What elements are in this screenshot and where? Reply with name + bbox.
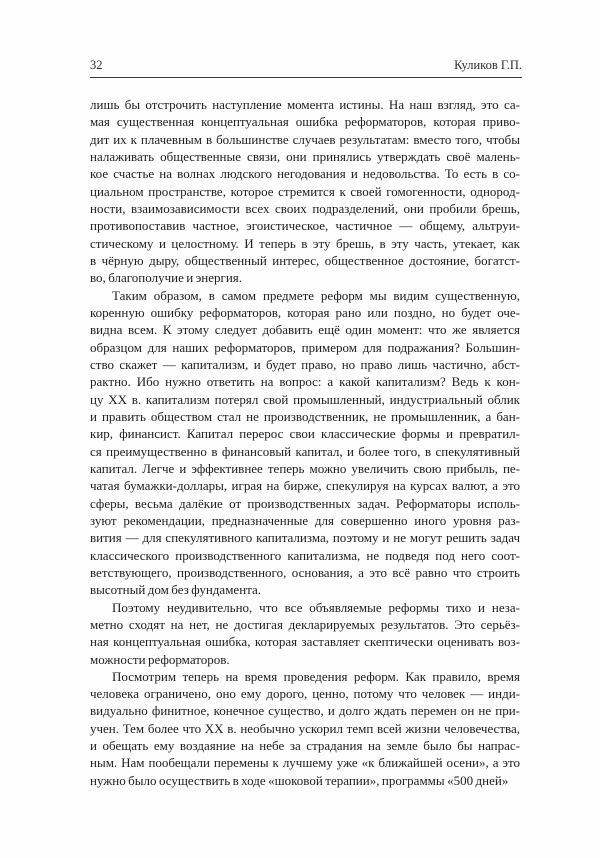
text-line: зуют рекомендации, предназначенные для совершенно иного уровня раз- xyxy=(90,512,520,528)
text-line: и править обществом стал не производственник, не промышленник, а бан- xyxy=(90,408,520,424)
page-number: 32 xyxy=(90,58,103,72)
text-line: видуально финитное, конечное существо, и долго ждать перемен он не при- xyxy=(90,703,520,719)
text-line: ная концептуальная ошибка, которая заставляет скептически оценивать воз- xyxy=(90,634,520,650)
page-body-text xyxy=(90,96,520,789)
text-line: высотный дом без фундамента. xyxy=(90,582,262,598)
text-line: видна всем. К этому следует добавить ещё один момент: что же является xyxy=(90,322,520,338)
text-line: Поэтому неудивительно, что все объявляемые реформы тихо и неза- xyxy=(112,599,520,615)
paragraph xyxy=(90,287,520,599)
text-line: противопоставив частное, эгоистическое, частичное — общему, альтруи- xyxy=(90,218,520,234)
text-line: ство скажет — капитализм, и будет право, но право лишь частично, абст- xyxy=(90,356,520,372)
text-line: дит их к плачевным в большинстве случаев результатам: вместо того, чтобы xyxy=(90,131,520,147)
text-line: нужно было осуществить в ходе «шоковой терапии», программы «500 дней» xyxy=(90,772,509,788)
running-head-author: Куликов Г.П. xyxy=(454,58,522,72)
text-line: в чёрную дыру, общественный интерес, общественное достояние, богатст- xyxy=(90,252,520,268)
paragraph xyxy=(90,96,520,287)
text-line: можности реформаторов. xyxy=(90,651,230,667)
text-line: коренную ошибку реформаторов, которая рано или поздно, но будет оче- xyxy=(90,304,520,320)
text-line: чатая бумажки-доллары, играя на бирже, спекулируя на курсах валют, а это xyxy=(90,478,520,494)
text-line: и обещать ему воздаяние на небе за страдания на земле было бы напрас- xyxy=(90,738,520,754)
text-line: мая существенная концептуальная ошибка реформаторов, которая приво- xyxy=(90,114,520,130)
text-line: образцом для наших реформаторов, примером для подражания? Большин- xyxy=(90,339,520,355)
text-line: цу XX в. капитализм потерял свой промышленный, индустриальный облик xyxy=(90,391,520,407)
text-line: циальном пространстве, которое стремится к своей гомогенности, однород- xyxy=(90,183,520,199)
text-line: лишь бы отстрочить наступление момента истины. На наш взгляд, это са- xyxy=(90,97,520,112)
text-line: ветствующего, производственного, основания, а это всё равно что строить xyxy=(90,564,520,580)
running-head xyxy=(90,58,522,78)
text-line: ности, взаимозависимости всех своих подразделений, они пробили брешь, xyxy=(90,200,520,216)
text-line: налаживать общественные связи, они принялись утверждать своё малень- xyxy=(90,148,520,164)
text-line: человека ограничено, оно ему дорого, ценно, потому что человек — инди- xyxy=(90,686,520,702)
text-line: Посмотрим теперь на время проведения реформ. Как правило, время xyxy=(112,668,520,684)
paragraph xyxy=(90,599,520,668)
text-line: сферы, весьма далёкие от производственных задач. Реформаторы исполь- xyxy=(90,495,520,511)
paragraph xyxy=(90,668,520,789)
text-line: капитал. Легче и эффективнее теперь можно увеличить свою прибыль, пе- xyxy=(90,460,520,476)
text-line: классического производственного капитализма, не подведя под него соот- xyxy=(90,547,520,563)
text-line: Таким образом, в самом предмете реформ мы видим существенную, xyxy=(112,287,520,303)
text-line: ся преимущественно в финансовый капитал, и более того, в спекулятивный xyxy=(90,443,520,459)
text-line: во, благополучие и энергия. xyxy=(90,270,243,286)
text-line: ным. Нам пообещали перемены к лучшему уже «к ближайшей осени», а это xyxy=(90,755,520,771)
text-line: стическому и целостному. И теперь в эту брешь, в эту часть, утекает, как xyxy=(90,235,520,251)
text-line: метно сходят на нет, не достигая декларируемых результатов. Это серьёз- xyxy=(90,616,520,632)
text-line: вития — для спекулятивного капитализма, поэтому и не могут решить задач xyxy=(90,530,520,546)
text-line: учен. Тем более что XX в. необычно ускорил темп всей жизни человечества, xyxy=(90,720,520,736)
text-line: кир, финансист. Капитал перерос свои классические формы и превратил- xyxy=(90,426,520,442)
text-line: рактно. Ибо нужно ответить на вопрос: а какой капитализм? Ведь к кон- xyxy=(90,374,520,390)
text-line: кое счастье на волнах людского негодования и недовольства. То есть в со- xyxy=(90,166,520,182)
